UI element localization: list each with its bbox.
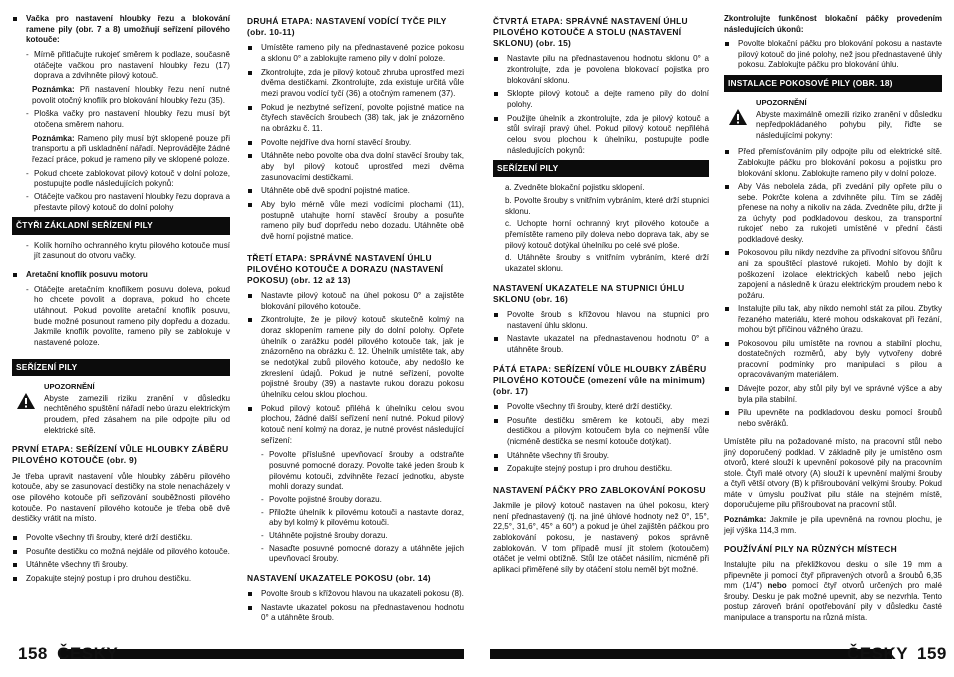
bullet-list bbox=[247, 43, 464, 242]
right-column-2 bbox=[724, 14, 942, 627]
dash-list bbox=[26, 241, 230, 262]
warning-title: UPOZORNĚNÍ bbox=[756, 97, 807, 107]
heading: NASTAVENÍ PÁČKY PRO ZABLOKOVÁNÍ POKOSU bbox=[493, 484, 706, 495]
heading: ČTVRTÁ ETAPA: SPRÁVNÉ NASTAVENÍ ÚHLU PILOVÉHO KOTOUČE A STOLU (NASTAVENÍ SKLONU) (obr. 15) bbox=[493, 16, 688, 49]
bullet-item: Nastavte ukazatel na přednastavenou hodnotu 0° a utáhněte šroub. bbox=[493, 334, 709, 355]
bullet-title: Aretační knoflík posuvu motoru bbox=[12, 270, 230, 281]
alpha-list bbox=[493, 183, 709, 274]
heading: TŘETÍ ETAPA: SPRÁVNÉ NASTAVENÍ ÚHLU PILOVÉHO KOTOUČE A DORAZU (NASTAVENÍ POKOSU) (obr. 12 až 13) bbox=[247, 252, 444, 285]
bullet-item: Zopakujte stejný postup i pro druhou destičku. bbox=[493, 464, 709, 475]
bullet-item: Povolte všechny tři šrouby, které drží destičku. bbox=[12, 533, 230, 544]
page-number-right bbox=[847, 643, 947, 665]
page-number: 158 bbox=[18, 644, 48, 663]
dash-list bbox=[26, 285, 230, 349]
left-column-2 bbox=[247, 14, 464, 628]
bullet-item: Zkontrolujte, zda je pilový kotouč zhruba uprostřed mezi dvěma destičkami. Zkontrolujte, zda existuje určitá vůle mezi pravou vodící tyčí (36) a otočným ramenem (37). bbox=[247, 68, 464, 100]
bullet-item: Posuňte destičku co možná nejdále od pilového kotouče. bbox=[12, 547, 230, 558]
alpha-item: a. Zvedněte blokační pojistku sklopení. bbox=[505, 183, 645, 193]
bullet-item: Povolte všechny tři šrouby, které drží destičky. bbox=[493, 402, 709, 413]
bullet-item: Utáhněte nebo povolte oba dva dolní stavěcí šrouby tak, aby byl pilový kotouč uprostřed mezi dvěma zasunovacími destičkami. bbox=[247, 151, 464, 183]
bullet-item: Posuňte destičku směrem ke kotouči, aby mezi destičkou a pilovým kotoučem byla co nejmenší vůle (nicméně destička se nesmí kotouče dotýkat). bbox=[493, 416, 709, 448]
bullet-list bbox=[493, 402, 709, 475]
dash-item: - Utáhněte pojistné šrouby dorazu. bbox=[261, 531, 464, 542]
note-text: Při nastavení hloubky řezu není nutné povolit otočný knoflík pro blokování hloubky řezu (35). bbox=[32, 85, 230, 105]
dash-item: - Otáčejte aretačním knoflíkem posuvu doleva, pokud ho chcete povolit a doprava, pokud ho chcete utáhnout. Pokud povolíte aretační knoflík posuvu, bude možné posunout rameno pily dopředu a dozadu. Jakmile knoflík povolíte, rameno pily se zablokuje v nastavené poloze. bbox=[26, 285, 230, 349]
bullet-item: Před přemísťováním pily odpojte pilu od elektrické sítě. Zablokujte páčku pro blokování pokosu a pojistku pro blokování sklonu. Zablokujte rameno pily v dolní poloze. bbox=[724, 147, 942, 179]
alpha-item: d. Utáhněte šrouby s vnitřním vybráním, které drží ukazatel sklonu. bbox=[505, 253, 709, 274]
dash-list bbox=[261, 450, 464, 565]
section-header: SEŘÍZENÍ PILY bbox=[493, 160, 709, 177]
bullet-item: Sklopte pilový kotouč a dejte rameno pily do dolní polohy. bbox=[493, 89, 709, 110]
warning-title: UPOZORNĚNÍ bbox=[44, 381, 95, 391]
warning-triangle-icon bbox=[728, 108, 748, 126]
bullet-list bbox=[493, 310, 709, 356]
bullet-item: Pokud pilový kotouč přiléhá k úhelníku celou svou plochou, žádné další seřízení není nutné. Pokud pilový kotouč není kolmý na doraz, je nutné provést následující seřízení: bbox=[247, 404, 464, 447]
dash-item: - Povolte příslušné upevňovací šrouby a odstraňte posuvné pomocné dorazy. Povolte také jeden šroub k pilovému kotouči, zdvihněte řezací jednotku, abyste mohli dorazy sundat. bbox=[261, 450, 464, 493]
dash-item: - Ploška vačky pro nastavení hloubky řezu musí být otočena směrem nahoru. bbox=[26, 109, 230, 130]
bullet-item: Utáhněte všechny tři šrouby. bbox=[12, 560, 230, 571]
heading: NASTAVENÍ UKAZATELE NA STUPNICI ÚHLU SKLONU (obr. 16) bbox=[493, 282, 685, 304]
bullet-item: Povolte šroub s křížovou hlavou na stupnici pro nastavení úhlu sklonu. bbox=[493, 310, 709, 331]
right-column-1 bbox=[493, 14, 709, 580]
warning-text: Abyste maximálně omezili riziko zranění v důsledku nepředpokládaného pohybu pily, řiďte se následujícími pokyny: bbox=[756, 109, 942, 140]
bullet-item: Pokosovou pilu nikdy nezdvihe za přívodní síťovou šňůru ani za spouštěcí plastové rukojeti. Mohlo by dojít k poškození izolace elektrických kabelů nebo jejich zapojení a následně k úrazu elektrickým proudem nebo k požáru. bbox=[724, 248, 942, 301]
heading: DRUHÁ ETAPA: NASTAVENÍ VODÍCÍ TYČE PILY (obr. 10-11) bbox=[247, 16, 447, 38]
bullet-item: Povolte šroub s křížovou hlavou na ukazateli pokosu (8). bbox=[247, 589, 464, 600]
paragraph bbox=[724, 560, 942, 623]
note-label: Poznámka: bbox=[724, 514, 767, 524]
note-text: Jakmile je pila upevněná na rovnou plochu, je její výška 114,3 mm. bbox=[724, 514, 942, 535]
section-header: INSTALACE POKOSOVÉ PILY (OBR. 18) bbox=[724, 75, 942, 92]
section-header: SEŘÍZENÍ PILY bbox=[12, 359, 230, 376]
paragraph: Je třeba upravit nastavení vůle hloubky záběru pilového kotouče, aby se zasunovací destičky na stole nenacházely v ose pilového kotouče při seřizování souběžnosti pilového kotouče. Po nastavení pilového kotouče je třeba obě dvě destičky vrátit na místo. bbox=[12, 471, 230, 524]
dash-item: - Přiložte úhelník k pilovému kotouči a nastavte doraz, aby byl kolmý k pilovému kotouči. bbox=[261, 508, 464, 529]
language-label: ČESKY bbox=[847, 644, 908, 663]
heading: POUŽÍVÁNÍ PILY NA RŮZNÝCH MÍSTECH bbox=[724, 544, 897, 555]
paragraph-part: pomocí čtyř otvorů určených pro malé šrouby. Desku je pak možné upevnit, aby se nezvrhla. Tento postup zároveň brání opotřebování pily v důsledku časté manipulace a transportu na různá místa. bbox=[724, 581, 943, 622]
note-label: Poznámka: bbox=[32, 133, 75, 143]
heading: PÁTÁ ETAPA: SEŘÍZENÍ VŮLE HLOUBKY ZÁBĚRU PILOVÉHO KOTOUČE (omezení vůle na minimum) (obr. 17) bbox=[493, 363, 707, 396]
bullet-item: Zkontrolujte, že je pilový kotouč skutečně kolmý na doraz sklopením ramene pily do dolní polohy. Opřete úhelník o zarážku podél pilového kotouče tak, jak je znázorněno na obrázku č. 12. Úhelník umístěte tak, aby se nedotýkal zubů pilového kotouče, aby nedošlo ke zkreslení údajů. Pokud je nutné seřízení, povolte pojistné šrouby (39) a nastavte rukou dorazu pokosu úhelníku celou sklou plochou. bbox=[247, 315, 464, 400]
bullet-list bbox=[12, 533, 230, 585]
note-label: Poznámka: bbox=[32, 85, 75, 95]
bullet-item: Nastavte pilu na přednastavenou hodnotu sklonu 0° a zkontrolujte, zda je povolena blokovací pojistka pro blokování sklonu. bbox=[493, 54, 709, 86]
bullet-item: Zopakujte stejný postup i pro druhou destičku. bbox=[12, 574, 230, 585]
note bbox=[12, 134, 230, 166]
paragraph: Jakmile je pilový kotouč nastaven na úhel pokosu, který není přednastavený (tj. na jiné úhlové hodnoty než 0°, 15°, 22,5°, 31,6°, 45° a 60°) a pokud je úhel zajištěn páčkou pro zablokování pokosu, je nastavený pokos správně zablokován. V tom případě musí jít stolem (kotoučem) otáčet je velmi obtížně. Stůl lze otáčet násilím, nicméně při aplikaci přiměřené síly by otáčení stolu neměl být možné. bbox=[493, 501, 709, 575]
note-text: Rameno pily musí být sklopené pouze při transportu a při uskladnění nářadí. Neprovádějte žádné řezací práce, pokud je rameno pily ve sklopené poloze. bbox=[32, 133, 230, 165]
bullet-item: Utáhněte obě dvě spodní pojistné matice. bbox=[247, 186, 464, 197]
warning-triangle-icon bbox=[16, 392, 36, 410]
bullet-list bbox=[493, 54, 709, 156]
bullet-list bbox=[724, 39, 942, 71]
alpha-item: b. Povolte šrouby s vnitřním vybráním, které drží stupnici sklonu. bbox=[505, 196, 709, 216]
paragraph: Umístěte pilu na požadované místo, na pracovní stůl nebo jiný doporučený podklad. V základně pily je umístěno osm otvorů, které slouží k upevnění pokosové pily na pracovním stole. Čtyři malé otvory (A) slouží k upevnění malými šrouby a čtyři větší otvory (B) k přišroubování velkými šrouby. Pokud máte v úmyslu používat pilu stále na stejném místě, doporučujeme pilu přišroubovat na pracovní stůl. bbox=[724, 437, 942, 510]
dash-item: - Otáčejte vačkou pro nastavení hloubky řezu doprava a přestavte pilový kotouč do dolní polohy bbox=[26, 192, 230, 213]
footer-bar bbox=[60, 649, 464, 659]
dash-item: - Mírně přitlačujte rukojeť směrem k podlaze, současně otáčejte vačkou pro nastavení hloubky řezu (17) doprava a zdvihněte pilový kotouč. bbox=[26, 50, 230, 82]
bullet-item: Pilu upevněte na podkladovou desku pomocí šroubů nebo svěráků. bbox=[724, 408, 942, 429]
bullet-item: Nastavte pilový kotouč na úhel pokosu 0° a zajistěte blokování pilového kotouče. bbox=[247, 291, 464, 312]
dash-item: - Povolte pojistné šrouby dorazu. bbox=[261, 495, 464, 506]
heading: NASTAVENÍ UKAZATELE POKOSU (obr. 14) bbox=[247, 573, 431, 584]
dash-list bbox=[26, 169, 230, 214]
heading: PRVNÍ ETAPA: SEŘÍZENÍ VŮLE HLOUBKY ZÁBĚRU PILOVÉHO KOTOUČE (obr. 9) bbox=[12, 444, 229, 466]
bullet-list bbox=[247, 291, 464, 446]
bullet-item: Nastavte ukazatel pokosu na přednastavenou hodnotu 0° a utáhněte šroub. bbox=[247, 603, 464, 624]
dash-item: - Pokud chcete zablokovat pilový kotouč v dolní poloze, postupujte podle následujících pokynů: bbox=[26, 169, 230, 190]
bullet-item: Pokosovou pilu umístěte na rovnou a stabilní plochu, dostatečných rozměrů, aby byly vytvořeny dobré pracovní podmínky pro manipulaci s pilou a opracovávaným materiálem. bbox=[724, 339, 942, 381]
bullet-item: Povolte blokační páčku pro blokování pokosu a nastavte pilový kotouč do jiné polohy, než jsou přednastavené úhly pokosu. Zablokujte páčku pro blokování úhlu. bbox=[724, 39, 942, 71]
dash-item: - Nasaďte posuvné pomocné dorazy a utáhněte jejich upevňovací šrouby. bbox=[261, 544, 464, 565]
bullet-item: Utáhněte všechny tři šrouby. bbox=[493, 451, 709, 462]
bullet-item: Instalujte pilu tak, aby nikdo nemohl stát za pilou. Zbytky řezaného materiálu, které mohou odskakovat při řezání, mohou být příčinou vážného úrazu. bbox=[724, 304, 942, 336]
bullet-depth-cam: Vačka pro nastavení hloubky řezu a blokování ramene pily (obr. 7 a 8) umožňují seřízení pilového kotouče: bbox=[12, 14, 230, 46]
dash-item: - Kolík horního ochranného krytu pilového kotouče musí jít zasunout do otvoru vačky. bbox=[26, 241, 230, 262]
note bbox=[724, 515, 942, 536]
page-number-left bbox=[18, 643, 118, 665]
note bbox=[12, 85, 230, 106]
section-header: ČTYŘI ZÁKLADNÍ SEŘÍZENÍ PILY bbox=[12, 217, 230, 234]
language-label: ČESKY bbox=[57, 644, 119, 663]
warning-block bbox=[12, 382, 230, 437]
alpha-item: c. Uchopte horní ochranný kryt pilového kotouče a přemístěte rameno pily doleva nebo doprava tak, aby se pilový kotouč dotýkal úhelníku po celé své ploše. bbox=[505, 219, 709, 250]
bullet-item: Aby Vás nebolela záda, při zvedání pily opřete pilu o sebe. Pokrčte kolena a zdvihněte pilu. Tím se záděj přenese na nohy a nikoliv na záda. Zvedněte pilu, držte ji za úchyty pod podkladovou deskou, za transportní rukojeť nebo za rukojeti umístěné v přední části podkladové desky. bbox=[724, 182, 942, 245]
bullet-list bbox=[724, 147, 942, 429]
bullet-item: Použijte úhelník a zkontrolujte, zda je pilový kotouč a stůl svírají pravý úhel. Pokud pilový kotouč nepřiléhá celou svou plochou k úhelníku, postupujte podle následujících pokynů: bbox=[493, 114, 709, 157]
right-page bbox=[477, 0, 954, 677]
bullet-item: Umístěte rameno pily na přednastavené pozice pokosu a sklonu 0° a zablokujte rameno pily v dolní poloze. bbox=[247, 43, 464, 64]
paragraph-part: Instalujte pilu na překližkovou desku o síle 19 mm a připevněte ji pomocí čtyř připravených otvorů a šroubů 6,35 mm (1/4") bbox=[724, 560, 942, 591]
bullet-item: Pokud je nezbytné seřízení, povolte pojistné matice na čtyřech stavěcích šroubech (38) tak, jak je znázorněno na obrázku č. 11. bbox=[247, 103, 464, 135]
page-number: 159 bbox=[917, 644, 947, 663]
warning-text: Abyste zamezili riziku zranění v důsledku nechtěného spuštění nářadí nebo úrazu elektrickým proudem, před zásahem na pile odpojte pilu od elektrické sítě. bbox=[44, 393, 230, 435]
bullet-list bbox=[247, 589, 464, 624]
bullet-item: Aby bylo mérně vůle mezi vodícími plochami (11), postupně utahujte horní stavěcí šrouby a posuňte rameno pily buď doprředu nebo dozadu. Utáhněte obě dvě horní pojistné matice. bbox=[247, 200, 464, 243]
dash-list bbox=[26, 50, 230, 82]
bullet-item: Dávejte pozor, aby stůl pily byl ve správné výšce a aby byla pila stabilní. bbox=[724, 384, 942, 405]
dash-list bbox=[26, 109, 230, 130]
paragraph-emphasis: nebo bbox=[767, 581, 787, 591]
warning-block bbox=[724, 98, 942, 142]
left-column-1 bbox=[12, 14, 230, 589]
bullet-item: Povolte nejdříve dva horní stavěcí šrouby. bbox=[247, 138, 464, 149]
paragraph: Zkontrolujte funkčnost blokační páčky provedením následujících úkonů: bbox=[724, 14, 942, 34]
footer-bar bbox=[490, 649, 892, 659]
